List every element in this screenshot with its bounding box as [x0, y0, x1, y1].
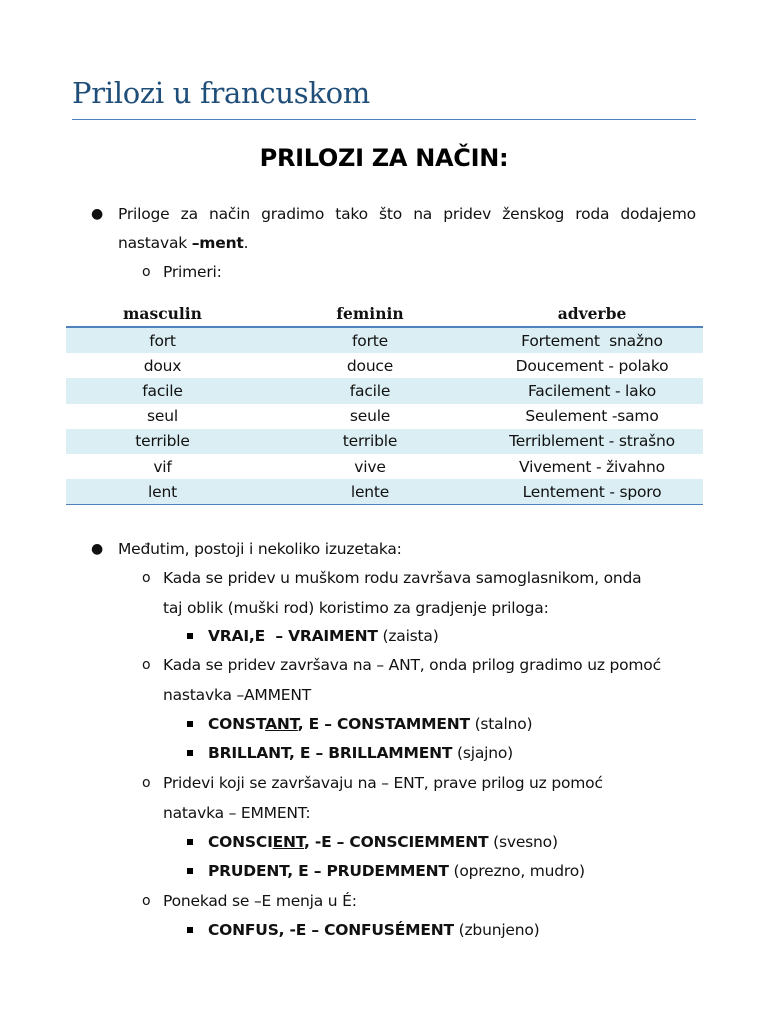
example-translation: (svesno)	[488, 833, 558, 851]
example-term: CONFUS, -E – CONFUSÉMENT	[208, 921, 454, 939]
circle-bullet: o	[142, 775, 151, 791]
intro-word: način	[208, 205, 250, 223]
example-term: PRUDENT, E – PRUDEMMENT	[208, 862, 449, 880]
square-bullet	[187, 633, 193, 639]
table-row	[66, 454, 703, 479]
rule3-line2: natavka – EMMENT:	[163, 804, 311, 822]
table-row	[66, 429, 703, 454]
rule1-line2: taj oblik (muški rod) koristimo za gradjenje priloga:	[163, 599, 549, 617]
intro-word: dodajemo	[620, 205, 696, 223]
square-bullet	[187, 839, 193, 845]
document-title: Prilozi u francuskom	[72, 76, 370, 110]
table-row	[66, 404, 703, 429]
rule4-example1	[208, 920, 540, 940]
header-feminin: feminin	[259, 300, 481, 327]
rule1-line1: Kada se pridev u muškom rodu završava samoglasnikom, onda	[163, 569, 642, 587]
cell-masculin: seul	[147, 407, 178, 426]
rule4-line1: Ponekad se –E menja u É:	[163, 892, 357, 910]
cell-masculin: vif	[153, 457, 172, 476]
cell-feminin: lente	[259, 479, 481, 505]
intro-line2-end: .	[243, 234, 249, 252]
cell-masculin: fort	[66, 327, 259, 353]
square-bullet	[187, 721, 193, 727]
exceptions-intro: Međutim, postoji i nekoliko izuzetaka:	[118, 540, 402, 558]
intro-word: za	[180, 205, 198, 223]
square-bullet	[187, 750, 193, 756]
circle-bullet: o	[142, 893, 151, 909]
examples-label: Primeri:	[163, 263, 222, 281]
cell-adverbe: Fortement snažno	[481, 327, 703, 353]
header-adverbe: adverbe	[481, 300, 703, 327]
underlined-ending: ANT	[265, 715, 298, 733]
bullet-dot: ●	[91, 206, 104, 222]
intro-word: roda	[575, 205, 610, 223]
cell-feminin: douce	[346, 356, 394, 375]
title-underline	[72, 119, 696, 120]
adverb-table	[66, 300, 703, 505]
header-masculin: masculin	[66, 300, 259, 327]
cell-feminin: forte	[259, 327, 481, 353]
bullet-dot: ●	[91, 541, 104, 557]
example-translation: (stalno)	[469, 715, 533, 733]
suffix-ment: –ment	[191, 234, 244, 252]
cell-adverbe: Seulement -samo	[525, 407, 659, 426]
example-translation: (sjajno)	[452, 744, 513, 762]
table-row	[66, 378, 703, 403]
cell-adverbe: Vivement - živahno	[519, 457, 665, 476]
cell-adverbe: Terriblement - strašno	[481, 429, 703, 454]
circle-bullet: o	[142, 657, 151, 673]
intro-word: tako	[335, 205, 368, 223]
intro-paragraph-line1	[118, 204, 696, 224]
rule2-example1	[208, 714, 532, 734]
cell-masculin: terrible	[66, 429, 259, 454]
rule2-line2: nastavka –AMMENT	[163, 686, 312, 704]
example-term: CONSTANT, E – CONSTAMMENT	[208, 715, 470, 733]
intro-word: Priloge	[118, 205, 170, 223]
underlined-ending: ENT	[272, 833, 304, 851]
intro-word: ženskog	[502, 205, 565, 223]
example-translation: (zaista)	[377, 627, 439, 645]
intro-line2-text: nastavak	[118, 234, 192, 252]
circle-bullet: o	[142, 264, 151, 280]
example-term: CONSCIENT, -E – CONSCIEMMENT	[208, 833, 489, 851]
rule1-example1	[208, 626, 439, 646]
cell-adverbe: Doucement - polako	[515, 356, 669, 375]
circle-bullet: o	[142, 570, 151, 586]
intro-word: gradimo	[261, 205, 325, 223]
example-translation: (oprezno, mudro)	[448, 862, 585, 880]
intro-word: što	[379, 205, 403, 223]
table-header-row	[66, 300, 703, 327]
cell-masculin: doux	[143, 356, 182, 375]
rule3-line1: Pridevi koji se završavaju na – ENT, prave prilog uz pomoć	[163, 774, 603, 792]
cell-feminin: facile	[259, 378, 481, 403]
cell-masculin: lent	[66, 479, 259, 505]
rule2-line1: Kada se pridev završava na – ANT, onda prilog gradimo uz pomoć	[163, 656, 661, 674]
cell-masculin: facile	[66, 378, 259, 403]
cell-adverbe: Lentement - sporo	[481, 479, 703, 505]
rule3-example1	[208, 832, 558, 852]
example-term: BRILLANT, E – BRILLAMMENT	[208, 744, 453, 762]
rule2-example2	[208, 743, 513, 763]
example-term: VRAI,E – VRAIMENT	[208, 627, 378, 645]
example-translation: (zbunjeno)	[453, 921, 540, 939]
intro-paragraph-line2	[118, 233, 248, 253]
intro-word: na	[413, 205, 433, 223]
table-row	[66, 479, 703, 505]
table-row	[66, 353, 703, 378]
cell-adverbe: Facilement - lako	[481, 378, 703, 403]
table-row	[66, 327, 703, 353]
rule3-example2	[208, 861, 585, 881]
square-bullet	[187, 868, 193, 874]
section-heading: PRILOZI ZA NAČIN:	[259, 144, 509, 172]
intro-word: pridev	[443, 205, 492, 223]
square-bullet	[187, 927, 193, 933]
cell-feminin: seule	[349, 407, 391, 426]
cell-feminin: vive	[354, 457, 386, 476]
cell-feminin: terrible	[259, 429, 481, 454]
